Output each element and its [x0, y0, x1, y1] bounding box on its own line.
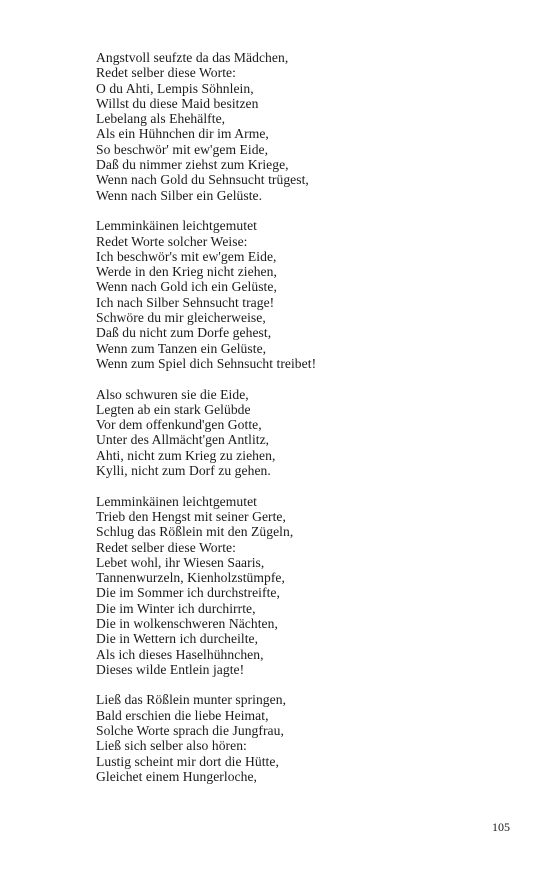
verse-line: Tannenwurzeln, Kienholzstümpfe, [96, 570, 285, 586]
stanza-2 [96, 218, 516, 371]
verse-line: Wenn zum Tanzen ein Gelüste, [96, 340, 267, 356]
poem-body [96, 50, 516, 800]
stanza-4 [96, 494, 516, 678]
verse-line: Die in Wettern ich durcheilte, [96, 631, 259, 647]
verse-line: Trieb den Hengst mit seiner Gerte, [96, 508, 286, 524]
verse-line: Wenn nach Silber ein Gelüste. [96, 187, 263, 203]
verse-line: O du Ahti, Lempis Söhnlein, [96, 80, 254, 96]
verse-line: Wenn nach Gold ich ein Gelüste, [96, 279, 277, 295]
stanza-3 [96, 387, 516, 479]
verse-line: Daß du nimmer ziehst zum Kriege, [96, 157, 289, 173]
page-number: 105 [492, 820, 510, 834]
verse-line: Redet Worte solcher Weise: [96, 233, 248, 249]
verse-line: Schlug das Rößlein mit den Zügeln, [96, 524, 294, 540]
verse-line: Unter des Allmächt'gen Antlitz, [96, 432, 270, 448]
verse-line: Gleichet einem Hungerloche, [96, 768, 258, 784]
stanza-5 [96, 692, 516, 784]
verse-line: Als ein Hühnchen dir im Arme, [96, 126, 269, 142]
verse-line: Redet selber diese Worte: [96, 65, 236, 81]
verse-line: Ich nach Silber Sehnsucht trage! [96, 294, 275, 310]
verse-line: Wenn zum Spiel dich Sehnsucht treibet! [96, 355, 317, 371]
verse-line: Werde in den Krieg nicht ziehen, [96, 264, 277, 280]
verse-line: Willst du diese Maid besitzen [96, 95, 259, 111]
verse-line: Kylli, nicht zum Dorf zu gehen. [96, 463, 271, 479]
verse-line: Lemminkäinen leichtgemutet [96, 493, 257, 509]
verse-line: Legten ab ein stark Gelübde [96, 401, 251, 417]
verse-line: Lustig scheint mir dort die Hütte, [96, 753, 279, 769]
verse-line: Als ich dieses Haselhühnchen, [96, 646, 264, 662]
verse-line: Redet selber diese Worte: [96, 539, 236, 555]
verse-line: Vor dem offenkund'gen Gotte, [96, 417, 262, 433]
verse-line: Ich beschwör's mit ew'gem Eide, [96, 248, 277, 264]
verse-line: Die im Winter ich durchirrte, [96, 600, 256, 616]
verse-line: Dieses wilde Entlein jagte! [96, 661, 245, 677]
verse-line: Bald erschien die liebe Heimat, [96, 707, 269, 723]
verse-line: So beschwör' mit ew'gem Eide, [96, 141, 269, 157]
verse-line: Schwöre du mir gleicherweise, [96, 310, 266, 326]
verse-line: Ahti, nicht zum Krieg zu ziehen, [96, 447, 276, 463]
verse-line: Wenn nach Gold du Sehnsucht trügest, [96, 172, 309, 188]
verse-line: Die in wolkenschweren Nächten, [96, 615, 278, 631]
stanza-1 [96, 50, 516, 203]
verse-line: Also schwuren sie die Eide, [96, 386, 249, 402]
verse-line: Lemminkäinen leichtgemutet [96, 218, 257, 234]
verse-line: Daß du nicht zum Dorfe gehest, [96, 325, 272, 341]
verse-line: Ließ sich selber also hören: [96, 738, 247, 754]
verse-line: Die im Sommer ich durchstreifte, [96, 585, 280, 601]
verse-line: Lebelang als Ehehälfte, [96, 111, 226, 127]
verse-line: Lebet wohl, ihr Wiesen Saaris, [96, 554, 265, 570]
verse-line: Ließ das Rößlein munter springen, [96, 692, 287, 708]
verse-line: Solche Worte sprach die Jungfrau, [96, 723, 284, 739]
verse-line: Angstvoll seufzte da das Mädchen, [96, 50, 289, 65]
